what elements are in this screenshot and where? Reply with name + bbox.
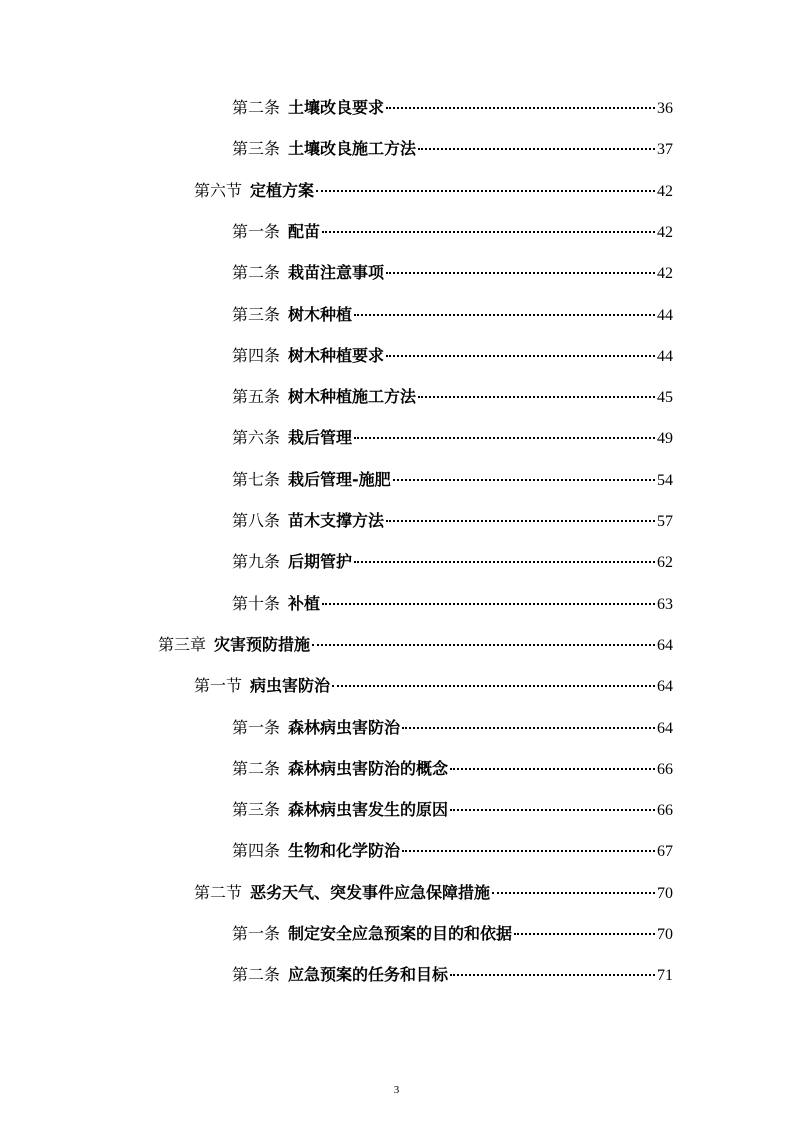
toc-entry[interactable] — [232, 550, 673, 574]
toc-entry-title: 森林病虫害防治的概念 — [288, 759, 449, 778]
toc-entry-page: 64 — [657, 637, 673, 654]
toc-entry-page: 57 — [657, 513, 673, 530]
toc-entry[interactable] — [232, 220, 673, 244]
toc-dot-leader — [402, 725, 655, 729]
toc-entry[interactable] — [194, 881, 673, 905]
toc-entry-title: 补植 — [288, 594, 321, 613]
toc-dot-leader — [386, 518, 655, 522]
toc-dot-leader — [492, 890, 655, 894]
toc-entry[interactable] — [232, 757, 673, 781]
toc-dot-leader — [450, 972, 655, 976]
toc-entry-number: 第六节 — [194, 181, 243, 200]
toc-entry-title: 后期管护 — [288, 552, 353, 571]
toc-dot-leader — [386, 270, 655, 274]
toc-entry-number: 第十条 — [232, 594, 281, 613]
toc-entry-page: 36 — [657, 100, 673, 117]
toc-entry[interactable] — [232, 385, 673, 409]
toc-entry-page: 64 — [657, 678, 673, 695]
toc-entry[interactable] — [232, 798, 673, 822]
toc-entry-number: 第一条 — [232, 718, 281, 737]
toc-entry[interactable] — [194, 674, 673, 698]
toc-entry-title: 病虫害防治 — [250, 676, 331, 695]
toc-entry-page: 64 — [657, 720, 673, 737]
toc-dot-leader — [312, 642, 655, 646]
toc-entry-title: 栽后管理-施肥 — [288, 470, 391, 489]
toc-entry-number: 第二节 — [194, 883, 243, 902]
toc-dot-leader — [354, 312, 655, 316]
toc-entry-title: 树木种植施工方法 — [288, 387, 417, 406]
toc-entry-page: 44 — [657, 307, 673, 324]
toc-entry-number: 第二条 — [232, 98, 281, 117]
toc-entry-page: 42 — [657, 224, 673, 241]
toc-entry-number: 第七条 — [232, 470, 281, 489]
toc-entry-title: 灾害预防措施 — [214, 635, 311, 654]
toc-entry-number: 第二条 — [232, 965, 281, 984]
toc-entry-number: 第一条 — [232, 222, 281, 241]
toc-dot-leader — [402, 848, 655, 852]
toc-entry[interactable] — [232, 839, 673, 863]
toc-entry-page: 71 — [657, 967, 673, 984]
toc-entry-title: 森林病虫害防治 — [288, 718, 401, 737]
toc-entry-title: 栽苗注意事项 — [288, 263, 385, 282]
toc-entry-page: 44 — [657, 348, 673, 365]
toc-entry-title: 配苗 — [288, 222, 321, 241]
toc-entry-title: 应急预案的任务和目标 — [288, 965, 449, 984]
toc-entry-number: 第一条 — [232, 924, 281, 943]
toc-entry[interactable] — [232, 509, 673, 533]
toc-entry-title: 树木种植 — [288, 305, 353, 324]
toc-entry-page: 66 — [657, 761, 673, 778]
toc-entry-page: 45 — [657, 389, 673, 406]
toc-entry-page: 70 — [657, 885, 673, 902]
toc-entry[interactable] — [232, 96, 673, 120]
toc-dot-leader — [386, 353, 655, 357]
toc-entry-title: 土壤改良施工方法 — [288, 139, 417, 158]
toc-entry[interactable] — [232, 716, 673, 740]
toc-entry-number: 第三条 — [232, 305, 281, 324]
toc-entry-number: 第九条 — [232, 552, 281, 571]
toc-dot-leader — [450, 807, 655, 811]
toc-entry[interactable] — [232, 468, 673, 492]
toc-dot-leader — [322, 229, 655, 233]
toc-dot-leader — [450, 766, 655, 770]
toc-entry[interactable] — [232, 592, 673, 616]
toc-entry-number: 第五条 — [232, 387, 281, 406]
toc-entry-number: 第四条 — [232, 346, 281, 365]
toc-entry-number: 第二条 — [232, 263, 281, 282]
toc-entry-page: 42 — [657, 183, 673, 200]
toc-entry[interactable] — [194, 179, 673, 203]
toc-entry-page: 37 — [657, 141, 673, 158]
toc-entry-page: 49 — [657, 430, 673, 447]
toc-dot-leader — [316, 188, 655, 192]
toc-entry-number: 第二条 — [232, 759, 281, 778]
toc-entry-title: 森林病虫害发生的原因 — [288, 800, 449, 819]
toc-dot-leader — [418, 146, 655, 150]
toc-entry[interactable] — [232, 303, 673, 327]
toc-entry-title: 制定安全应急预案的目的和依据 — [288, 924, 513, 943]
toc-entry[interactable] — [232, 344, 673, 368]
toc-entry[interactable] — [232, 963, 673, 987]
toc-entry-number: 第三章 — [158, 635, 207, 654]
toc-entry-page: 54 — [657, 472, 673, 489]
toc-entry[interactable] — [232, 261, 673, 285]
toc-dot-leader — [332, 683, 655, 687]
toc-dot-leader — [386, 105, 655, 109]
toc-dot-leader — [418, 394, 655, 398]
toc-entry-number: 第八条 — [232, 511, 281, 530]
toc-entry-title: 树木种植要求 — [288, 346, 385, 365]
toc-entry-page: 66 — [657, 802, 673, 819]
toc-entry[interactable] — [158, 633, 673, 657]
toc-dot-leader — [393, 477, 655, 481]
toc-entry-title: 生物和化学防治 — [288, 841, 401, 860]
toc-entry-title: 苗木支撑方法 — [288, 511, 385, 530]
toc-entry-number: 第四条 — [232, 841, 281, 860]
toc-entry-page: 70 — [657, 926, 673, 943]
toc-dot-leader — [354, 435, 655, 439]
toc-entry-number: 第六条 — [232, 428, 281, 447]
toc-entry-number: 第三条 — [232, 139, 281, 158]
toc-dot-leader — [322, 601, 655, 605]
page-number: 3 — [393, 1084, 400, 1096]
toc-entry[interactable] — [232, 922, 673, 946]
toc-entry-page: 42 — [657, 265, 673, 282]
toc-entry-page: 62 — [657, 554, 673, 571]
toc-entry-number: 第三条 — [232, 800, 281, 819]
toc-entry-page: 67 — [657, 843, 673, 860]
toc-dot-leader — [514, 931, 655, 935]
toc-entry[interactable] — [232, 426, 673, 450]
toc-entry-title: 恶劣天气、突发事件应急保障措施 — [250, 883, 491, 902]
toc-dot-leader — [354, 559, 655, 563]
toc-entry[interactable] — [232, 137, 673, 161]
toc-entry-number: 第一节 — [194, 676, 243, 695]
toc-entry-title: 栽后管理 — [288, 428, 353, 447]
toc-entry-title: 定植方案 — [250, 181, 315, 200]
toc-entry-title: 土壤改良要求 — [288, 98, 385, 117]
toc-entry-page: 63 — [657, 596, 673, 613]
